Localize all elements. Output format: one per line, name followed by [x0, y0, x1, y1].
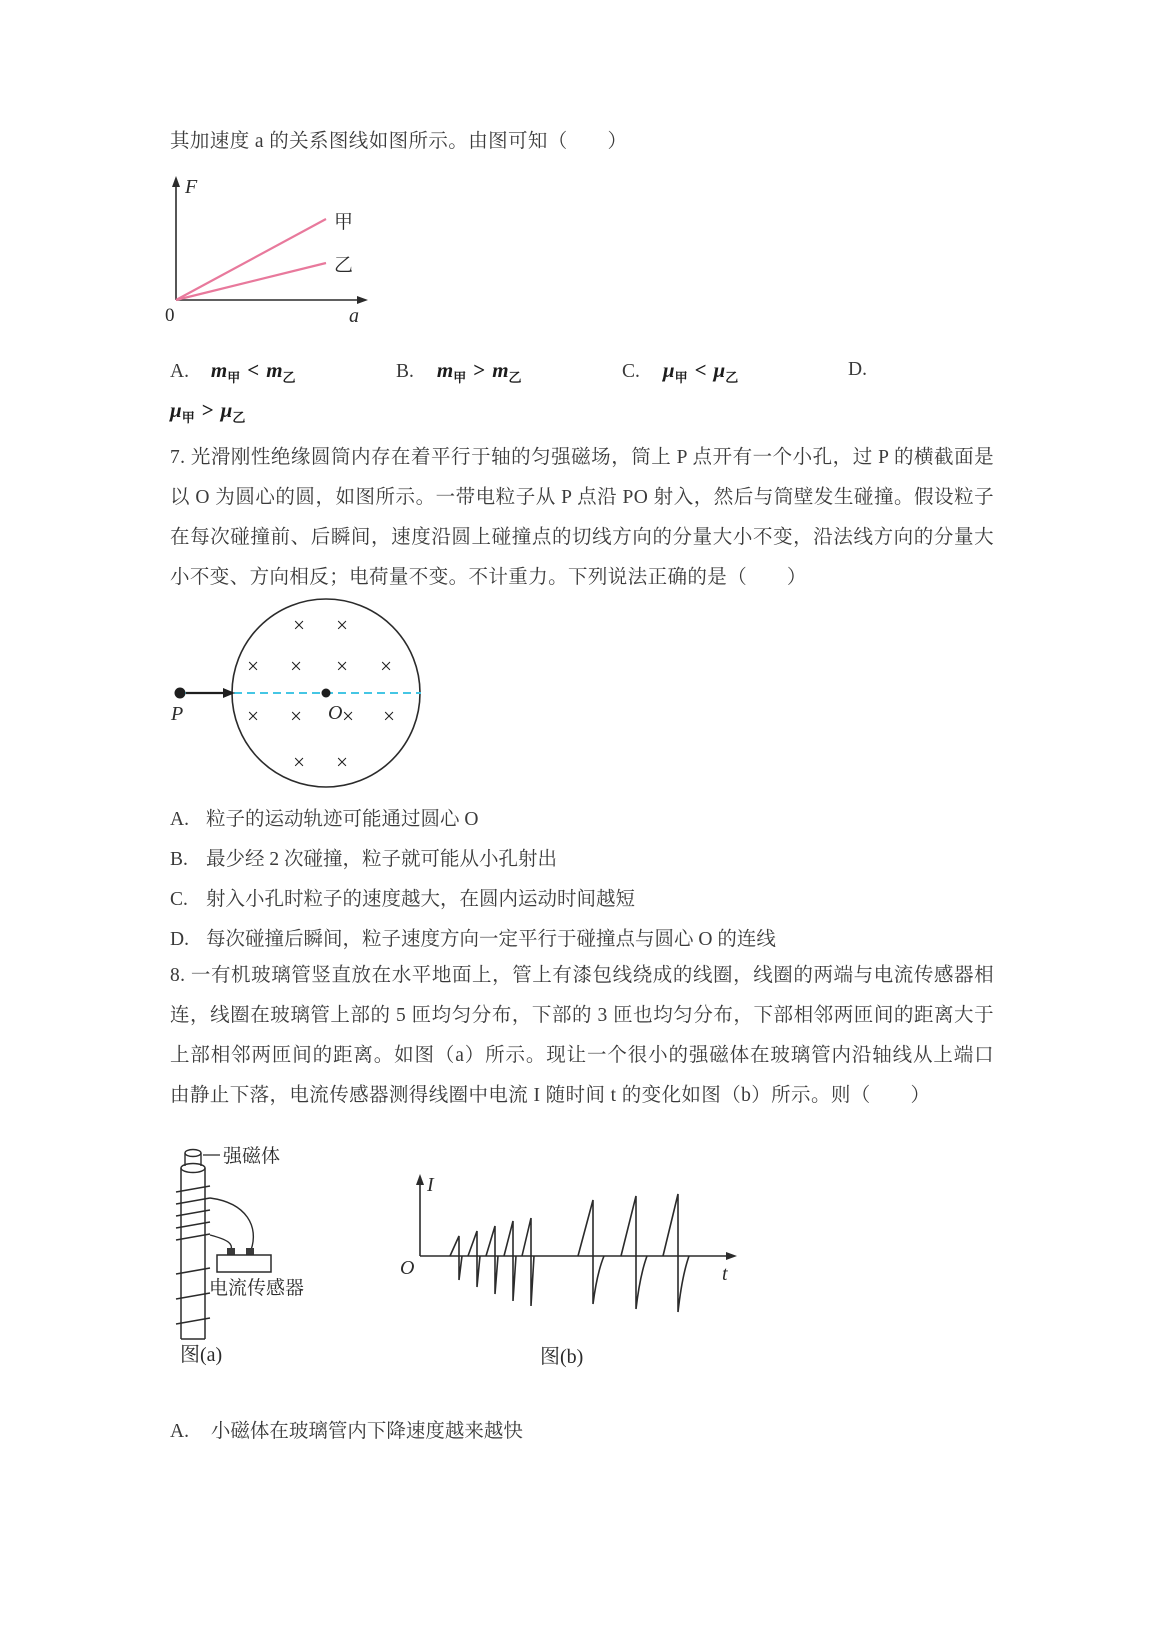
- sensor-wire: [210, 1235, 231, 1250]
- point-p-label: P: [171, 703, 184, 725]
- origin-label: O: [400, 1257, 415, 1279]
- q8-stem: 8. 一有机玻璃管竖直放在水平地面上，管上有漆包线绕成的线圈，线圈的两端与电流传感器相连，线圈在玻璃管上部的 5 匝均匀分布，下部的 3 匝也均匀分布，下部相邻两匝间的距离大于上部相邻两匝间的距离。如图（a）所示。现让一个很小的强磁体在玻璃管内沿轴线从上端口由静止下落，电流传感器测得线圈中电流 I 随时间 t 的变化如图（b）所示。则（ ）: [170, 965, 994, 1106]
- field-into-page-cross: ×: [336, 613, 348, 637]
- origin-label: 0: [165, 305, 175, 326]
- force-acceleration-graph: [163, 172, 383, 332]
- intro-text: 其加速度 a 的关系图线如图所示。由图可知（ ）: [170, 131, 628, 152]
- q7-options: [170, 800, 994, 960]
- option-formula: $\mu_甲 > \mu_乙$: [170, 398, 246, 425]
- y-axis-arrow-icon: [172, 176, 180, 187]
- y-axis-label: F: [185, 176, 198, 198]
- line-jia-label: 甲: [334, 212, 354, 233]
- current-sensor-label: 电流传感器: [209, 1278, 305, 1299]
- option-text: 射入小孔时粒子的速度越大，在圆内运动时间越短: [206, 889, 636, 910]
- option-formula: $m_甲 > m_乙$: [436, 358, 522, 385]
- field-into-page-cross: ×: [293, 613, 305, 637]
- current-pulses: [450, 1194, 689, 1312]
- magnetic-cylinder-diagram: [160, 598, 450, 796]
- field-into-page-cross: ×: [290, 704, 302, 728]
- option-label: A.: [170, 809, 189, 830]
- x-axis-label: a: [349, 305, 359, 327]
- option-label: D.: [848, 359, 867, 380]
- magnet-label: 强磁体: [223, 1146, 281, 1167]
- q6-option-d-formula: [170, 390, 245, 438]
- q7-option-a: [170, 800, 994, 840]
- q6-option-b: [396, 350, 522, 398]
- option-label: C.: [622, 361, 640, 382]
- q8-option-a: [170, 1412, 523, 1452]
- option-label: B.: [170, 849, 188, 870]
- sensor-wire: [210, 1198, 253, 1250]
- q7-option-d: [170, 920, 994, 960]
- current-sensor-drawing: [217, 1248, 271, 1272]
- center-dot: [322, 689, 331, 698]
- line-yi: [176, 263, 326, 300]
- option-formula: $\mu_甲 < \mu_乙$: [662, 358, 739, 385]
- line-yi-label: 乙: [334, 255, 354, 276]
- field-into-page-cross: ×: [336, 654, 348, 678]
- figure-a-caption: 图(a): [180, 1344, 223, 1366]
- field-into-page-cross: ×: [336, 750, 348, 774]
- field-into-page-cross: ×: [342, 704, 354, 728]
- x-axis-label: t: [722, 1263, 728, 1285]
- q6-option-d: [848, 350, 884, 390]
- q7-option-c: [170, 880, 994, 920]
- field-into-page-cross: ×: [383, 704, 395, 728]
- q6-option-c: [622, 350, 738, 398]
- particle-dot: [175, 688, 186, 699]
- option-text: 最少经 2 次碰撞，粒子就可能从小孔射出: [206, 849, 558, 870]
- line-jia: [176, 219, 326, 300]
- option-label: A.: [170, 1421, 189, 1442]
- q7-option-b: [170, 840, 994, 880]
- field-into-page-cross: ×: [290, 654, 302, 678]
- option-text: 粒子的运动轨迹可能通过圆心 O: [206, 809, 479, 830]
- option-text: 小磁体在玻璃管内下降速度越来越快: [210, 1421, 523, 1442]
- field-into-page-cross: ×: [247, 704, 259, 728]
- x-axis-arrow-icon: [357, 296, 368, 304]
- option-label: C.: [170, 889, 188, 910]
- center-o-label: O: [328, 702, 343, 724]
- option-label: A.: [170, 361, 189, 382]
- field-into-page-cross: ×: [293, 750, 305, 774]
- y-axis-label: I: [427, 1174, 434, 1196]
- field-into-page-cross: ×: [247, 654, 259, 678]
- option-label: B.: [396, 361, 414, 382]
- field-into-page-cross: ×: [380, 654, 392, 678]
- current-time-graph: [393, 1168, 763, 1343]
- y-axis-arrow-icon: [416, 1174, 424, 1185]
- q7-stem: 7. 光滑刚性绝缘圆筒内存在着平行于轴的匀强磁场，筒上 P 点开有一个小孔，过 P 的横截面是以 O 为圆心的圆，如图所示。一带电粒子从 P 点沿 PO 射入，然后与筒壁发生碰撞。假设粒子在每次碰撞前、后瞬间，速度沿圆上碰撞点的切线方向的分量大小不变，沿法线方向的分量大小不变、方向相反；电荷量不变。不计重力。下列说法正确的是（ ）: [170, 447, 994, 588]
- velocity-arrow-head-icon: [223, 688, 235, 698]
- option-text: 每次碰撞后瞬间，粒子速度方向一定平行于碰撞点与圆心 O 的连线: [206, 929, 776, 950]
- option-formula: $m_甲 < m_乙$: [210, 358, 296, 385]
- x-axis-arrow-icon: [726, 1252, 737, 1260]
- figure-b-caption: 图(b): [540, 1346, 584, 1368]
- option-label: D.: [170, 929, 189, 950]
